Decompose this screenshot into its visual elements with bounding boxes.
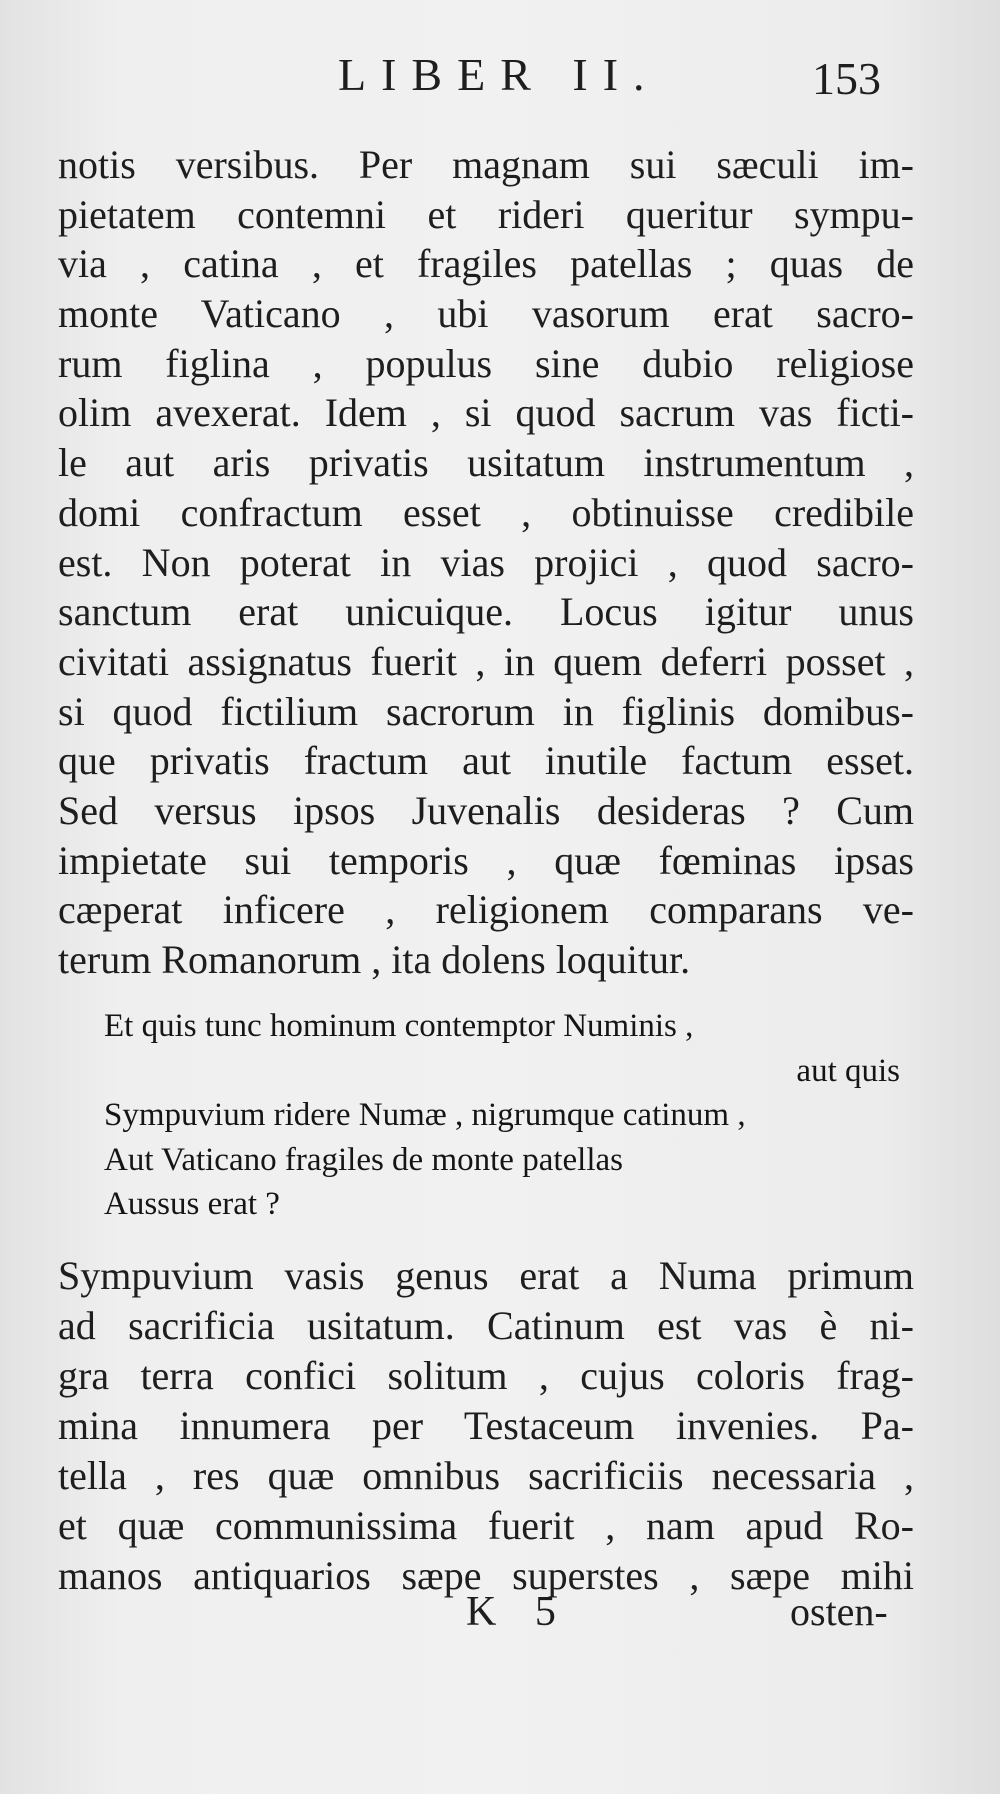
text-line: est. Non poterat in vias projici , quod sacro- [58, 539, 914, 585]
text-line: rum figlina , populus sine dubio religiose [58, 340, 914, 386]
text-line: via , catina , et fragiles patellas ; quas de [58, 241, 914, 287]
page-footer [0, 1588, 1000, 1648]
text-line: monte Vaticano , ubi vasorum erat sacro- [58, 291, 914, 337]
text-line: terum Romanorum , ita dolens loquitur. [58, 937, 691, 982]
text-line: pietatem contemni et rideri queritur sympu- [58, 191, 914, 237]
text-line: civitati assignatus fuerit , in quem deferri posset , [58, 638, 914, 684]
text-line: domi confractum esset , obtinuisse credibile [58, 489, 914, 535]
verse-line: Sympuvium ridere Numæ , nigrumque catinum , [104, 1097, 746, 1133]
verse-quotation [104, 1004, 900, 1227]
text-line: cæperat inficere , religionem comparans ve- [58, 887, 914, 933]
catchword: osten- [790, 1589, 888, 1634]
verse-line-continuation: aut quis [796, 1052, 900, 1089]
signature-mark: K 5 [466, 1589, 570, 1635]
verse-line: Aussus erat ? [104, 1186, 280, 1222]
text-line: si quod fictilium sacrorum in figlinis domibus- [58, 688, 914, 734]
page-header [0, 40, 1000, 110]
text-line: et quæ communissima fuerit , nam apud Ro- [58, 1503, 914, 1548]
paragraph-2 [58, 1251, 914, 1601]
text-line: Sed versus ipsos Juvenalis desideras ? Cum [58, 787, 914, 833]
text-line: impietate sui temporis , quæ fœminas ipsas [58, 837, 914, 883]
text-line: manos antiquarios sæpe superstes , sæpe mihi [58, 1553, 914, 1598]
text-line: Sympuvium vasis genus erat a Numa primum [58, 1253, 914, 1298]
text-line: le aut aris privatis usitatum instrumentum , [58, 440, 914, 486]
text-line: ad sacrificia usitatum. Catinum est vas è ni- [58, 1303, 914, 1348]
running-head: LIBER II. [338, 49, 660, 100]
paragraph-1 [58, 140, 914, 985]
text-line: mina innumera per Testaceum invenies. Pa- [58, 1403, 914, 1448]
text-line: gra terra confici solitum , cujus coloris frag- [58, 1353, 914, 1398]
page-number: 153 [812, 53, 881, 104]
text-line: olim avexerat. Idem , si quod sacrum vas ficti- [58, 390, 914, 436]
text-line: sanctum erat unicuique. Locus igitur unus [58, 589, 914, 635]
verse-line: Aut Vaticano fragiles de monte patellas [104, 1141, 623, 1178]
text-line: notis versibus. Per magnam sui sæculi im- [58, 142, 914, 187]
text-line: que privatis fractum aut inutile factum esset. [58, 738, 914, 784]
text-line: tella , res quæ omnibus sacrificiis necessaria , [58, 1453, 914, 1498]
verse-line: Et quis tunc hominum contemptor Numinis , [104, 1008, 694, 1044]
